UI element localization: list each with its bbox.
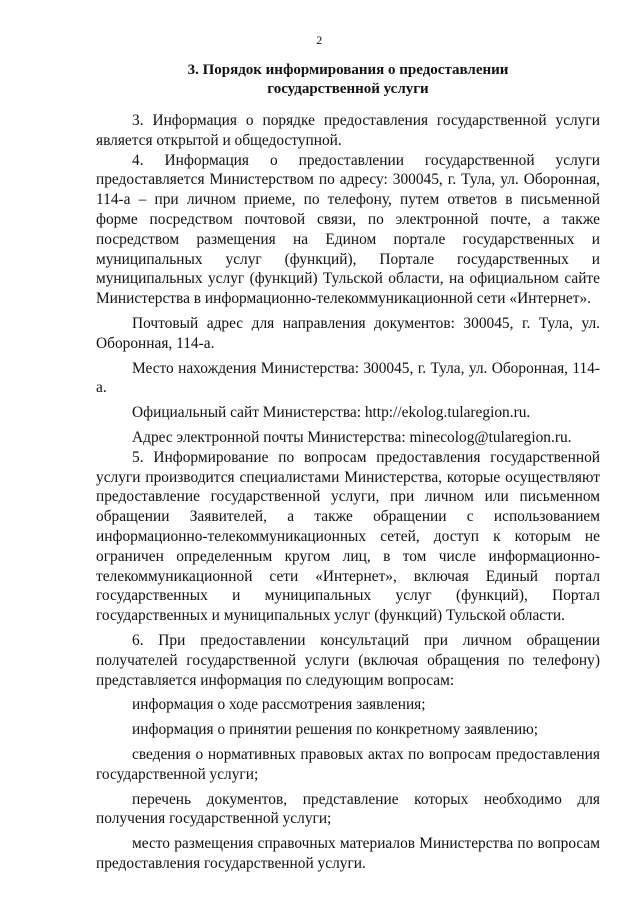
list-item-review-progress: информация о ходе рассмотрения заявления; <box>132 696 426 714</box>
list-item-legal-acts: сведения о нормативных правовых актах по вопросам предоставления государственной услуги; <box>96 745 600 783</box>
document-body <box>96 111 600 874</box>
list-item-documents: перечень документов, представление которых необходимо для получения государственной услуги; <box>96 790 600 828</box>
paragraph-6: 6. При предоставлении консультаций при личном обращении получателей государственной услуги (включая обращения по телефону) представляется информация по следующим вопросам: <box>96 631 600 689</box>
page-number: 2 <box>316 33 323 47</box>
section-heading <box>96 61 600 99</box>
list-item-decision: информация о принятии решения по конкретному заявлению; <box>132 721 539 739</box>
paragraph-email: Адрес электронной почты Министерства: minecolog@tularegion.ru. <box>132 428 572 446</box>
paragraph-postal-address: Почтовый адрес для направления документов: 300045, г. Тула, ул. Оборонная, 114-а. <box>96 314 600 352</box>
section-heading-line-1: 3. Порядок информирования о предоставлении <box>187 62 509 78</box>
paragraph-website: Официальный сайт Министерства: http://ekolog.tularegion.ru. <box>132 404 531 422</box>
paragraph-location: Место нахождения Министерства: 300045, г. Тула, ул. Оборонная, 114-а. <box>96 359 600 397</box>
paragraph-4: 4. Информация о предоставлении государственной услуги предоставляется Министерством по адресу: 300045, г. Тула, ул. Оборонная, 114-а – при личном приеме, по телефону, путем ответов в письменной форме посредством почтовой связи, по электронной почте, а также посредством размещения на Едином портале государственных и муниципальных услуг (функций), Портале государственных и муниципальных услуг (функций) Тульской области, на официальном сайте Министерства в информационно-телекоммуникационной сети «Интернет». <box>96 151 600 308</box>
list-item-reference-materials: место размещения справочных материалов Министерства по вопросам предоставления государственной услуги. <box>96 835 600 872</box>
section-heading-line-2: государственной услуги <box>267 81 429 97</box>
paragraph-5: 5. Информирование по вопросам предоставления государственной услуги производится специалистами Министерства, которые осуществляют предоставление государственной услуги, при личном или письменном обращении Заявителей, а также обращении с использованием информационно-телекоммуникационных сетей, доступ к которым не ограничен определенным кругом лиц, в том числе информационно-телекоммуникационной сети «Интернет», включая Единый портал государственных и муниципальных услуг (функций), Портал государственных и муниципальных услуг (функций) Тульской области. <box>96 448 600 625</box>
paragraph-3: 3. Информация о порядке предоставления государственной услуги является открытой и общедоступной. <box>96 112 600 149</box>
